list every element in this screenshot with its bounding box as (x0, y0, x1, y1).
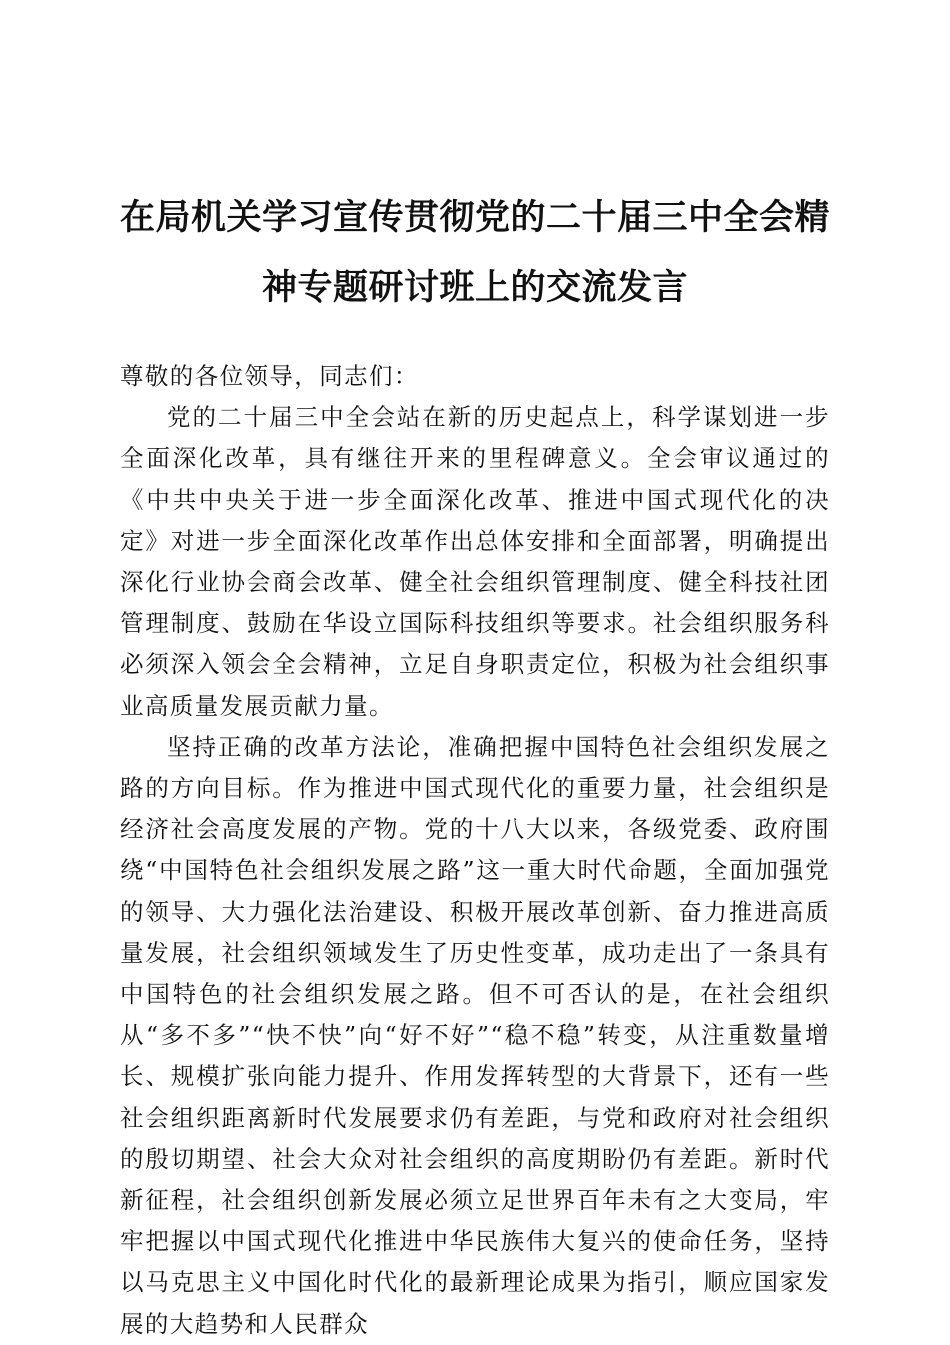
document-title-line-2: 神专题研讨班上的交流发言 (261, 268, 688, 308)
paragraph-1: 党的二十届三中全会站在新的历史起点上，科学谋划进一步全面深化改革，具有继往开来的里程碑意义。全会审议通过的《中共中央关于进一步全面深化改革、推进中国式现代化的决定》对进一步全面深化改革作出总体安排和全面部署，明确提出深化行业协会商会改革、健全社会组织管理制度、健全科技社团管理制度、鼓励在华设立国际科技组织等要求。社会组织服务科必须深入领会全会精神，立足自身职责定位，积极为社会组织事业高质量发展贡献力量。 (120, 403, 830, 720)
document-body (120, 356, 830, 1345)
document-title-line-1: 在局机关学习宣传贯彻党的二十届三中全会精 (119, 198, 830, 238)
salutation: 尊敬的各位领导，同志们： (120, 362, 419, 390)
paragraph-2: 坚持正确的改革方法论，准确把握中国特色社会组织发展之路的方向目标。作为推进中国式现代化的重要力量，社会组织是经济社会高度发展的产物。党的十八大以来，各级党委、政府围绕“中国特色社会组织发展之路”这一重大时代命题，全面加强党的领导、大力强化法治建设、积极开展改革创新、奋力推进高质量发展，社会组织领域发生了历史性变革，成功走出了一条具有中国特色的社会组织发展之路。但不可否认的是，在社会组织从“多不多”“快不快”向“好不好”“稳不稳”转变，从注重数量增长、规模扩张向能力提升、作用发挥转型的大背景下，还有一些社会组织距离新时代发展要求仍有差距，与党和政府对社会组织的殷切期望、社会大众对社会组织的高度期盼仍有差距。新时代新征程，社会组织创新发展必须立足世界百年未有之大变局，牢牢把握以中国式现代化推进中华民族伟大复兴的使命任务，坚持以马克思主义中国化时代化的最新理论成果为指引，顺应国家发展的大趋势和人民群众 (120, 732, 830, 1338)
